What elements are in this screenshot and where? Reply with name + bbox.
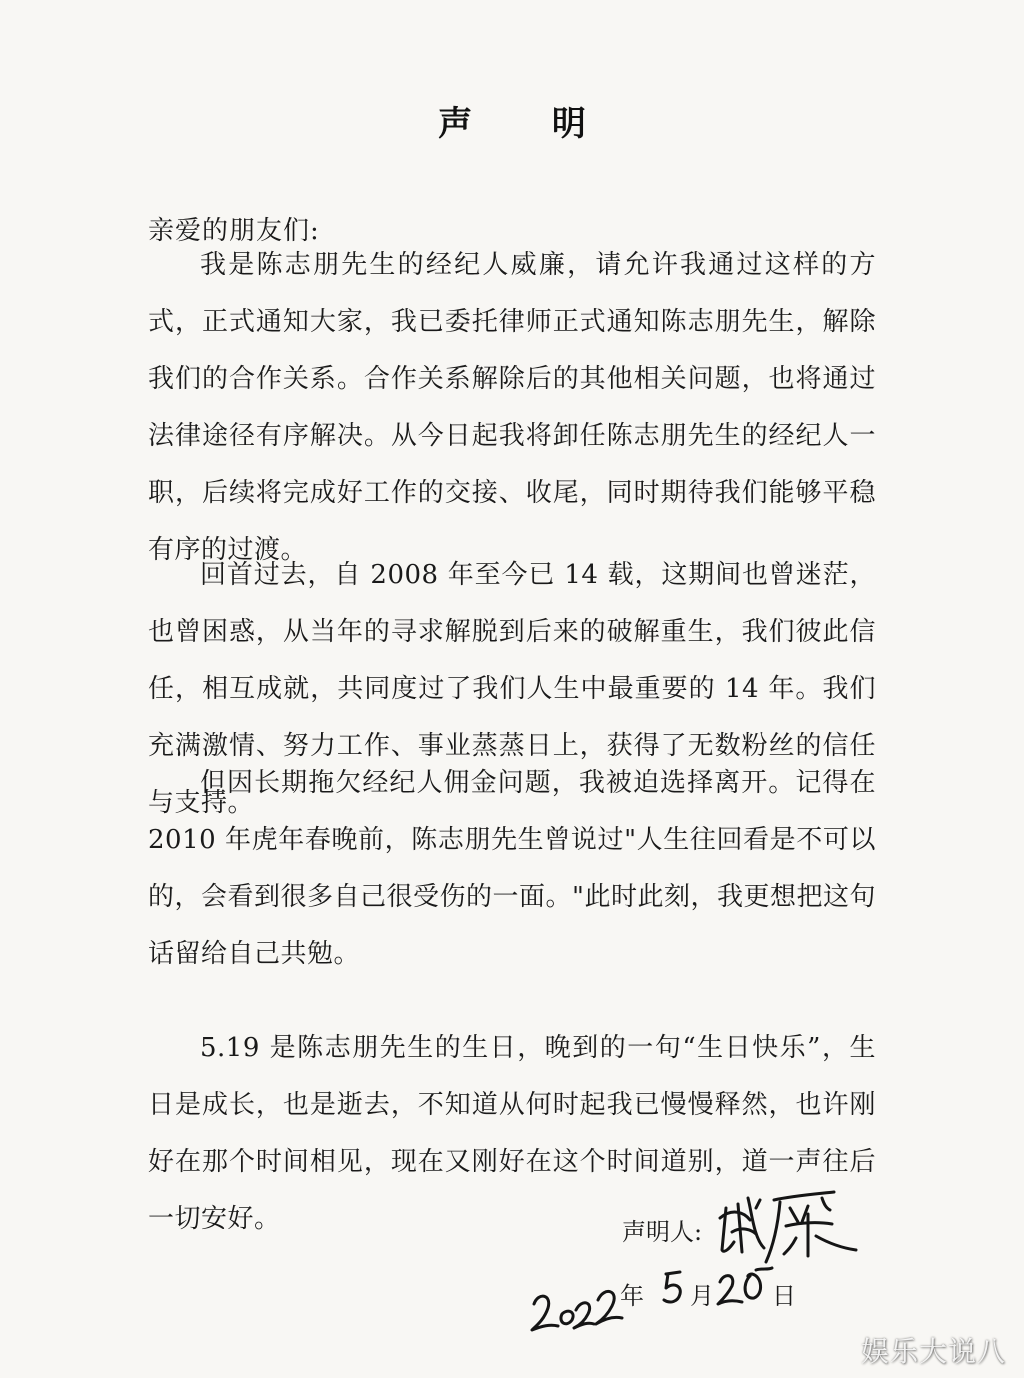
watermark: 娱乐大说八 — [860, 1335, 1006, 1368]
salutation: 亲爱的朋友们: — [148, 216, 320, 246]
signer-label: 声明人: — [622, 1218, 703, 1246]
date-line — [528, 1264, 808, 1334]
document-title: 声 明 — [438, 104, 620, 144]
paragraph-4: 5.19 是陈志朋先生的生日，晚到的一句“生日快乐”，生日是成长，也是逝去，不知道从何时起我已慢慢释然，也许刚好在那个时间相见，现在又刚好在这个时间道别，道一声往后一切安好。 — [148, 1033, 876, 1234]
date-year-unit: 年 — [620, 1282, 644, 1310]
date-day-unit: 日 — [772, 1282, 796, 1310]
handwritten-year — [528, 1264, 628, 1334]
handwritten-signature — [712, 1178, 862, 1268]
paragraph-2: 回首过去，自 2008 年至今已 14 载，这期间也曾迷茫，也曾困惑，从当年的寻求解脱到后来的破解重生，我们彼此信任，相互成就，共同度过了我们人生中最重要的 14 年。我们充满激情、努力工作、事业蒸蒸日上，获得了无数粉丝的信任与支持。 — [148, 560, 876, 818]
handwritten-day — [716, 1266, 774, 1312]
paragraph-3: 但因长期拖欠经纪人佣金问题，我被迫选择离开。记得在 2010 年虎年春晚前，陈志朋先生曾说过"人生往回看是不可以的，会看到很多自己很受伤的一面。"此时此刻，我更想把这句话留给自己共勉。 — [148, 768, 876, 969]
paragraph-1: 我是陈志朋先生的经纪人威廉，请允许我通过这样的方式，正式通知大家，我已委托律师正式通知陈志朋先生，解除我们的合作关系。合作关系解除后的其他相关问题，也将通过法律途径有序解决。从今日起我将卸任陈志朋先生的经纪人一职，后续将完成好工作的交接、收尾，同时期待我们能够平稳有序的过渡。 — [148, 250, 876, 565]
handwritten-month — [660, 1268, 686, 1308]
date-month-unit: 月 — [690, 1282, 714, 1310]
